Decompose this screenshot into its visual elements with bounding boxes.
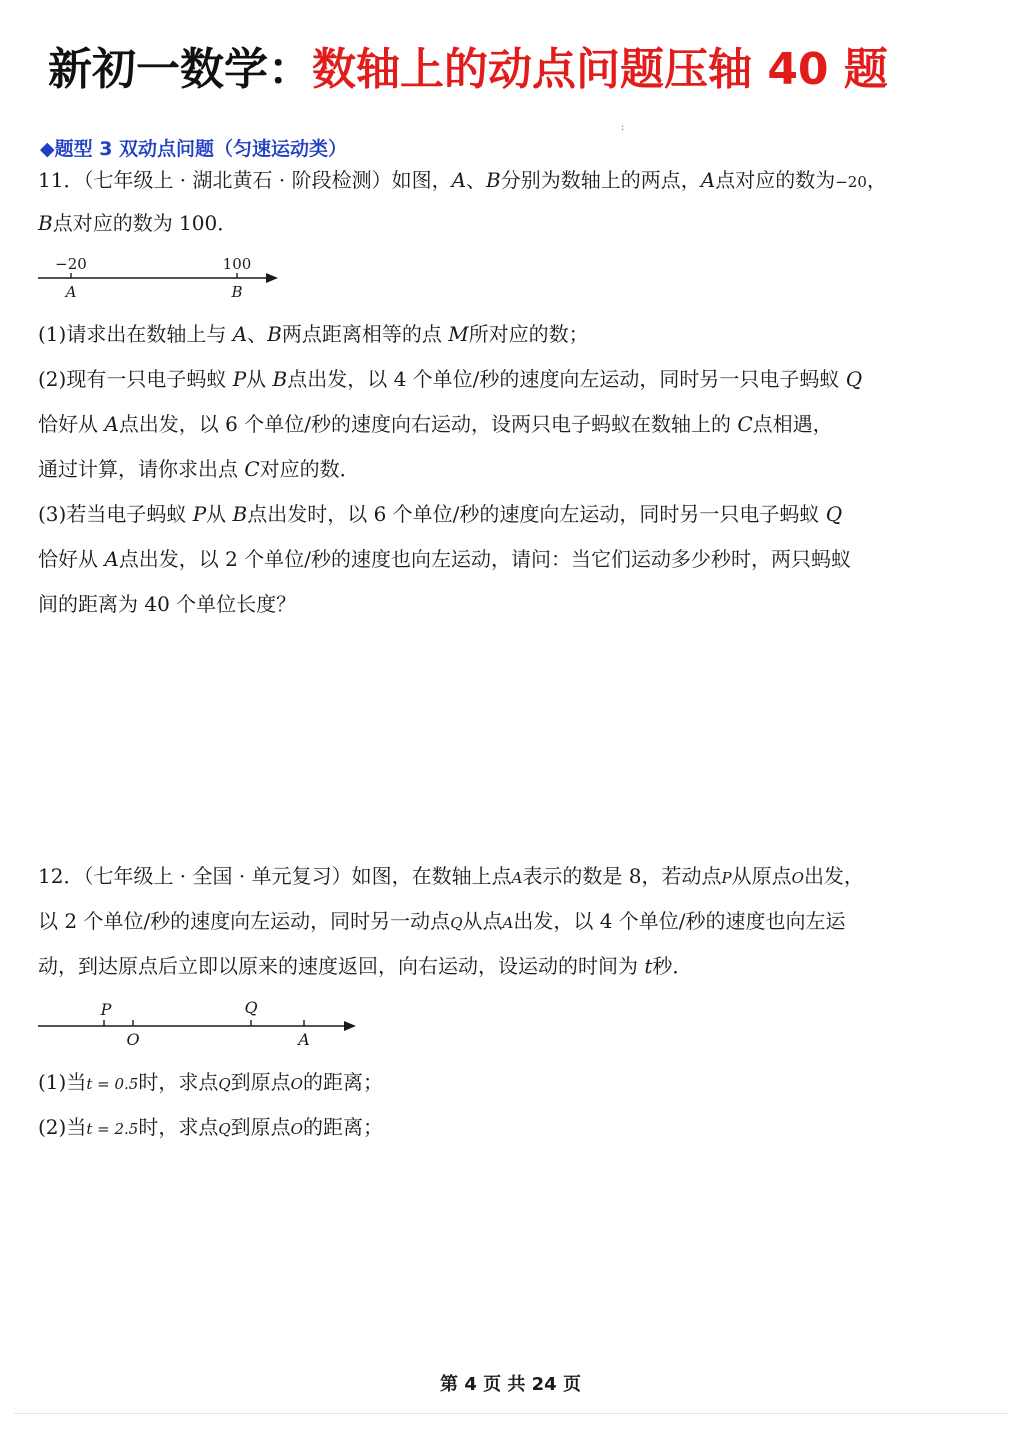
q11-text: 间的距离为 40 个单位长度？: [38, 592, 297, 616]
q12-text: 出发，以 4 个单位/秒的速度也向左运: [513, 909, 846, 933]
point-b-label: B: [486, 168, 501, 192]
point-q-label: Q: [218, 1075, 231, 1093]
separator: 、: [466, 168, 487, 192]
point-q-label: Q: [825, 502, 843, 526]
q12-text: 从点: [462, 909, 503, 933]
q12-text: 表示的数是 8，若动点: [522, 864, 722, 888]
title-highlight: 数轴上的动点问题压轴 40 题: [312, 44, 888, 95]
point-o-label: O: [126, 1030, 140, 1049]
q11-text: 点对应的数为: [715, 168, 836, 192]
point-p-label: P: [721, 869, 732, 887]
point-a-label: A: [65, 283, 77, 301]
title-prefix: 新初一数学：: [48, 44, 312, 95]
q11-text: 对应的数．: [259, 457, 360, 481]
q12-part-1: [38, 1068, 988, 1098]
q11-text: 点对应的数为 100．: [52, 211, 238, 235]
q12-stem-line-2: [38, 907, 988, 937]
point-p-label: P: [232, 367, 247, 391]
q11-text: 分别为数轴上的两点，: [500, 168, 701, 192]
point-c-label: C: [737, 412, 753, 436]
q11-part-2-line-3: [38, 455, 988, 483]
q12-text: 从原点: [731, 864, 792, 888]
q11-text: 从: [246, 367, 273, 391]
point-a-label: A: [104, 412, 119, 436]
point-a-label: A: [502, 914, 514, 932]
q11-part-3-line-1: [38, 500, 988, 528]
q11-text: 所对应的数；: [468, 322, 589, 346]
q11-text: 恰好从: [38, 412, 105, 436]
point-p-label: P: [192, 502, 207, 526]
point-a-label: A: [232, 322, 248, 346]
q11-text: 恰好从: [38, 547, 105, 571]
q11-text: ，: [866, 168, 887, 192]
q11-part-2-line-2: [38, 410, 988, 438]
point-b-label: B: [267, 322, 282, 346]
q12-text: (2)当: [38, 1115, 87, 1139]
q11-number-line: [38, 250, 288, 302]
q11-text: (1)请求出在数轴上与: [38, 322, 233, 346]
q11-text: 点出发，以 4 个单位/秒的速度向左运动，同时另一只电子蚂蚁: [287, 367, 846, 391]
point-a-label: A: [451, 168, 467, 192]
q11-text: 点出发，以 2 个单位/秒的速度也向左运动，请问：当它们运动多少秒时，两只蚂蚁: [118, 547, 851, 571]
q11-part-2-line-1: [38, 365, 988, 393]
point-a-label: A: [700, 168, 716, 192]
bottom-divider: [14, 1413, 1008, 1414]
point-m-label: M: [448, 322, 469, 346]
q12-stem-line-3: [38, 952, 988, 980]
q12-stem-line-1: [38, 862, 988, 892]
q12-text: 的距离；: [302, 1070, 383, 1094]
point-q-label: Q: [845, 367, 863, 391]
q12-text: 动，到达原点后立即以原来的速度返回，向右运动，设运动的时间为: [38, 954, 645, 978]
q11-text: 点出发，以 6 个单位/秒的速度向右运动，设两只电子蚂蚁在数轴上的: [118, 412, 738, 436]
page-number: 第 4 页 共 24 页: [440, 1374, 581, 1395]
point-b-label: B: [232, 502, 248, 526]
q12-text: 时，求点: [138, 1115, 219, 1139]
tick-label-100: 100: [222, 255, 252, 273]
q12-text: 到原点: [230, 1070, 291, 1094]
point-q-label: Q: [244, 998, 258, 1017]
point-o-label: O: [290, 1120, 303, 1138]
point-c-label: C: [244, 457, 260, 481]
stray-dot: :: [621, 122, 625, 133]
time-value: t = 2.5: [86, 1120, 139, 1138]
separator: 、: [247, 322, 268, 346]
q11-text: 从: [206, 502, 233, 526]
point-a-label: A: [104, 547, 119, 571]
q12-text: 以 2 个单位/秒的速度向左运动，同时另一动点: [38, 909, 451, 933]
q12-number-line: [38, 994, 368, 1050]
q12-text: 秒．: [652, 954, 693, 978]
q11-text: 11．（七年级上 · 湖北黄石 · 阶段检测）如图，: [38, 168, 452, 192]
point-b-label: B: [231, 283, 243, 301]
q11-text: (2)现有一只电子蚂蚁: [38, 367, 233, 391]
tick-label-neg20: −20: [55, 255, 87, 273]
q12-text: 12．（七年级上 · 全国 · 单元复习）如图，在数轴上点: [38, 864, 512, 888]
q11-text: 通过计算，请你求出点: [38, 457, 245, 481]
point-o-label: O: [290, 1075, 303, 1093]
q12-text: (1)当: [38, 1070, 87, 1094]
point-a-label: A: [511, 869, 523, 887]
point-q-label: Q: [450, 914, 463, 932]
page-title: [48, 40, 888, 100]
q11-text: 两点距离相等的点: [281, 322, 449, 346]
q11-stem-line-1: [38, 166, 988, 196]
q11-text: 点相遇，: [752, 412, 833, 436]
point-b-label: B: [272, 367, 288, 391]
time-value: t = 0.5: [86, 1075, 139, 1093]
point-a-label: A: [298, 1030, 310, 1049]
q12-text: 时，求点: [138, 1070, 219, 1094]
q11-stem-line-2: [38, 209, 988, 237]
q11-part-3-line-2: [38, 545, 988, 573]
q12-text: 到原点: [230, 1115, 291, 1139]
q11-part-1: [38, 320, 988, 348]
q12-text: 的距离；: [302, 1115, 383, 1139]
variable-t: t: [644, 954, 653, 978]
point-o-label: O: [791, 869, 804, 887]
value-neg20: −20: [835, 173, 867, 191]
q11-text: (3)若当电子蚂蚁: [38, 502, 193, 526]
q12-part-2: [38, 1113, 988, 1143]
q12-text: 出发，: [803, 864, 864, 888]
q11-part-3-line-3: [38, 590, 988, 618]
point-q-label: Q: [218, 1120, 231, 1138]
section-heading: ◆题型 3 双动点问题（匀速运动类）: [40, 138, 348, 160]
point-p-label: P: [100, 1000, 112, 1019]
point-b-label: B: [38, 211, 53, 235]
q11-text: 点出发时，以 6 个单位/秒的速度向左运动，同时另一只电子蚂蚁: [247, 502, 826, 526]
